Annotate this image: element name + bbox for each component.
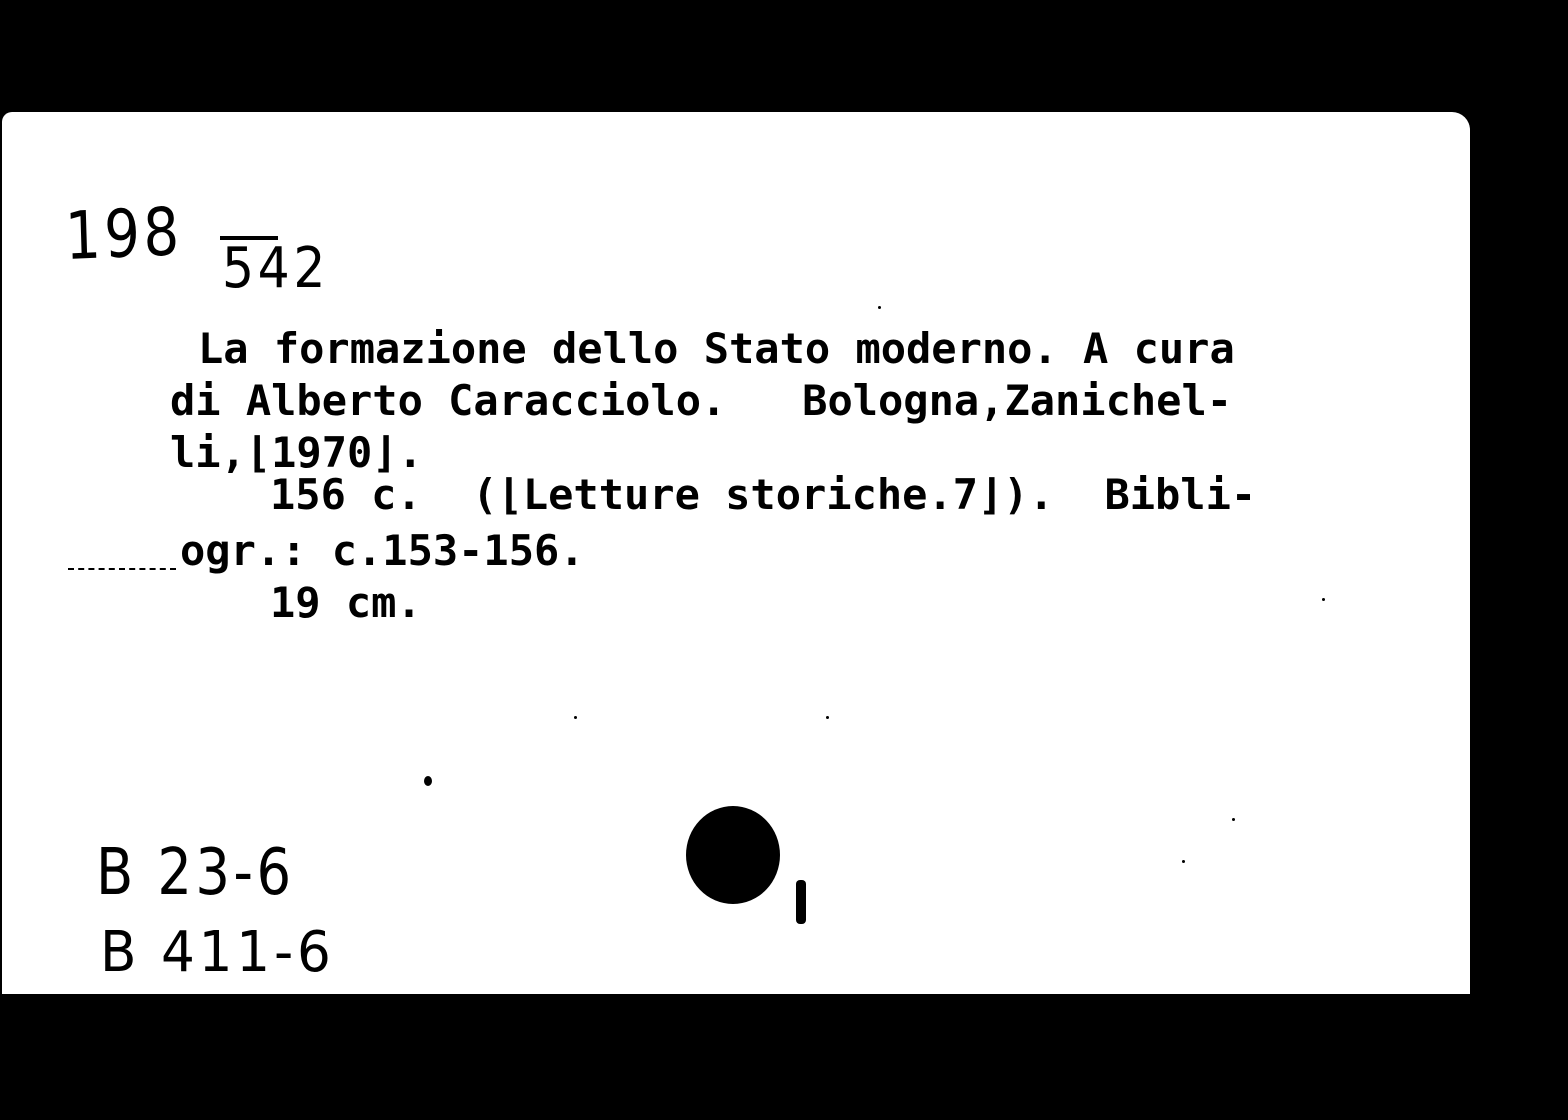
shelf-mark-1: B 23-6 — [96, 836, 295, 910]
catalog-line-pages-series: 156 c. (⌊Letture storiche.7⌋). Bibli- — [270, 470, 1257, 519]
speck — [424, 776, 432, 786]
catalog-line-editor-publisher: di Alberto Caracciolo. Bologna,Zanichel- — [170, 376, 1233, 425]
call-number-top: 198 — [64, 193, 184, 275]
catalog-line-size: 19 cm. — [270, 578, 422, 627]
speck — [796, 880, 806, 924]
speck — [1232, 818, 1235, 821]
catalog-line-bibliography: ogr.: c.153-156. — [180, 526, 585, 575]
shelf-mark-2: B 411-6 — [100, 920, 335, 985]
speck — [826, 716, 829, 719]
speck — [574, 716, 577, 719]
speck — [878, 306, 881, 309]
punch-hole — [686, 806, 780, 904]
speck — [1322, 598, 1325, 601]
speck — [1182, 860, 1185, 863]
dashed-mark — [68, 568, 176, 570]
call-number-bottom: 542 — [222, 236, 330, 301]
catalog-line-year: li,⌊1970⌋. — [170, 428, 423, 477]
catalog-line-title: La formazione dello Stato moderno. A cura — [198, 324, 1235, 373]
